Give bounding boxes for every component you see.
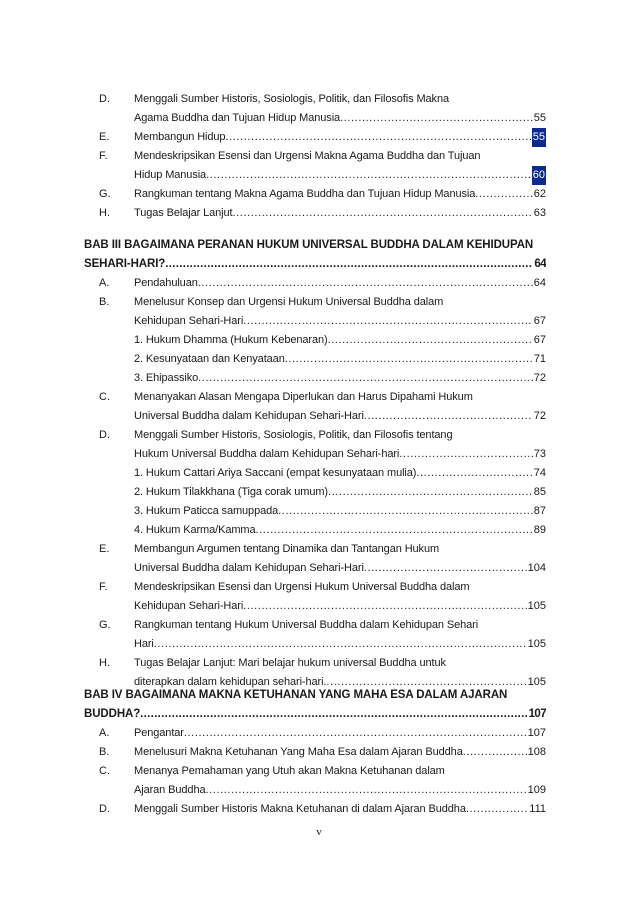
entry-title: Menggali Sumber Historis Makna Ketuhanan di dalam Ajaran Buddha	[134, 803, 466, 815]
page-number: 67	[533, 315, 546, 327]
chapter-title: BAB IV BAGAIMANA MAKNA KETUHANAN YANG MAHA ESA DALAM AJARAN	[84, 689, 508, 701]
entry-title: Tugas Belajar Lanjut: Mari belajar hukum universal Buddha untuk	[134, 657, 446, 669]
chapter-title-cont: SEHARI-HARI?	[84, 258, 166, 270]
page-number-footer: v	[316, 826, 322, 838]
leader-dots	[416, 464, 532, 483]
toc-subentry[interactable]	[0, 464, 638, 483]
entry-title: Membangun Argumen tentang Dinamika dan Tantangan Hukum	[134, 543, 440, 555]
leader-dots	[340, 109, 533, 128]
entry-letter: C.	[99, 765, 110, 777]
page-number: 73	[533, 448, 546, 460]
entry-letter: E.	[99, 131, 110, 143]
leader-dots	[140, 705, 527, 724]
toc-entry-d[interactable]	[0, 426, 638, 445]
entry-title: Menelusur Konsep dan Urgensi Hukum Universal Buddha dalam	[134, 296, 444, 308]
chapter-3-heading-cont[interactable]	[0, 255, 638, 274]
leader-dots	[328, 483, 533, 502]
leader-dots	[328, 331, 533, 350]
leader-dots	[198, 274, 533, 293]
toc-entry-b[interactable]	[0, 743, 638, 762]
toc-entry-d-cont[interactable]	[0, 445, 638, 464]
leader-dots	[364, 559, 527, 578]
page-number: 74	[533, 467, 546, 479]
page-number: 67	[533, 334, 546, 346]
toc-entry-g-cont[interactable]	[0, 635, 638, 654]
subentry-title: 2. Kesunyataan dan Kenyataan	[134, 353, 285, 365]
entry-letter: H.	[99, 657, 110, 669]
page-number-highlighted: 60	[532, 166, 546, 185]
entry-title: Menanyakan Alasan Mengapa Diperlukan dan Harus Dipahami Hukum	[134, 391, 473, 403]
toc-entry-f[interactable]	[0, 578, 638, 597]
entry-letter: B.	[99, 296, 110, 308]
entry-letter: H.	[99, 207, 110, 219]
leader-dots	[255, 521, 532, 540]
toc-entry-f-cont[interactable]	[0, 597, 638, 616]
toc-entry-b[interactable]	[0, 293, 638, 312]
entry-title-cont: Hari	[134, 638, 154, 650]
leader-dots	[225, 128, 531, 147]
subentry-title: 3. Hukum Paticca samuppada	[134, 505, 279, 517]
page-number: 108	[527, 746, 546, 758]
entry-title-cont: diterapkan dalam kehidupan sehari-hari.	[134, 676, 327, 688]
toc-entry-h[interactable]	[0, 654, 638, 673]
leader-dots	[285, 350, 533, 369]
entry-title-cont: Kehidupan Sehari-Hari	[134, 600, 244, 612]
page-number-highlighted: 55	[532, 128, 546, 147]
page-number: 105	[527, 600, 546, 612]
leader-dots	[243, 312, 533, 331]
entry-letter: D.	[99, 429, 110, 441]
entry-title: Rangkuman tentang Hukum Universal Buddha dalam Kehidupan Sehari	[134, 619, 479, 631]
entry-title: Pendahuluan	[134, 277, 198, 289]
chapter-3-heading[interactable]	[0, 236, 638, 255]
subentry-title: 1. Hukum Cattari Ariya Saccani (empat kesunyataan mulia)	[134, 467, 417, 479]
toc-entry-e[interactable]	[0, 128, 638, 147]
toc-entry-c[interactable]	[0, 762, 638, 781]
entry-letter: F.	[99, 150, 108, 162]
leader-dots	[184, 724, 527, 743]
entry-letter: F.	[99, 581, 108, 593]
page-number: 63	[533, 207, 546, 219]
toc-subentry[interactable]	[0, 483, 638, 502]
entry-title: Tugas Belajar Lanjut	[134, 207, 233, 219]
entry-title: Mendeskripsikan Esensi dan Urgensi Hukum Universal Buddha dalam	[134, 581, 470, 593]
toc-subentry[interactable]	[0, 502, 638, 521]
page-number: 85	[533, 486, 546, 498]
entry-title-cont: Hukum Universal Buddha dalam Kehidupan Sehari-hari	[134, 448, 400, 460]
leader-dots	[198, 369, 533, 388]
page-number: 104	[527, 562, 546, 574]
entry-letter: C.	[99, 391, 110, 403]
entry-title-cont: Hidup Manusia	[134, 169, 207, 181]
leader-dots	[165, 255, 533, 274]
page-number: 107	[528, 708, 546, 720]
page-number: 89	[533, 524, 546, 536]
toc-entry-f-cont[interactable]	[0, 166, 638, 185]
entry-title: Menggali Sumber Historis, Sosiologis, Politik, dan Filosofis Makna	[134, 93, 449, 105]
toc-entry-e[interactable]	[0, 540, 638, 559]
entry-title: Menelusuri Makna Ketuhanan Yang Maha Esa dalam Ajaran Buddha	[134, 746, 463, 758]
toc-entry-g[interactable]	[0, 185, 638, 204]
entry-letter: A.	[99, 727, 110, 739]
toc-entry-e-cont[interactable]	[0, 559, 638, 578]
leader-dots	[466, 800, 528, 819]
leader-dots	[243, 597, 526, 616]
subentry-title: 4. Hukum Karma/Kamma	[134, 524, 256, 536]
chapter-4-heading-cont[interactable]	[0, 705, 638, 724]
page-number: 111	[529, 803, 546, 815]
toc-entry-c[interactable]	[0, 388, 638, 407]
entry-letter: E.	[99, 543, 110, 555]
chapter-title-cont: BUDDHA?	[84, 708, 141, 720]
page-number: 109	[527, 784, 546, 796]
toc-subentry[interactable]	[0, 350, 638, 369]
subentry-title: 3. Ehipassiko	[134, 372, 199, 384]
entry-letter: B.	[99, 746, 110, 758]
page-number: 105	[527, 676, 546, 688]
page-number: 71	[533, 353, 546, 365]
entry-title-cont: Universal Buddha dalam Kehidupan Sehari-Hari	[134, 410, 364, 422]
entry-title: Menggali Sumber Historis, Sosiologis, Politik, dan Filosofis tentang	[134, 429, 453, 441]
entry-title-cont: Agama Buddha dan Tujuan Hidup Manusia	[134, 112, 341, 124]
entry-title: Menanya Pemahaman yang Utuh akan Makna Ketuhanan dalam	[134, 765, 445, 777]
entry-title: Rangkuman tentang Makna Agama Buddha dan Tujuan Hidup Manusia	[134, 188, 476, 200]
toc-entry-c-cont[interactable]	[0, 407, 638, 426]
toc-subentry[interactable]	[0, 521, 638, 540]
subentry-title: 2. Hukum Tilakkhana (Tiga corak umum)	[134, 486, 328, 498]
toc-subentry[interactable]	[0, 331, 638, 350]
entry-letter: A.	[99, 277, 110, 289]
entry-letter: D.	[99, 803, 110, 815]
toc-entry-c-cont[interactable]	[0, 781, 638, 800]
leader-dots	[206, 166, 532, 185]
chapter-title: BAB III BAGAIMANA PERANAN HUKUM UNIVERSAL BUDDHA DALAM KEHIDUPAN	[84, 239, 534, 251]
toc-entry-a[interactable]	[0, 274, 638, 293]
leader-dots	[205, 781, 526, 800]
toc-entry-a[interactable]	[0, 724, 638, 743]
page-number: 105	[527, 638, 546, 650]
entry-title-cont: Ajaran Buddha	[134, 784, 206, 796]
page-number: 55	[533, 112, 546, 124]
entry-title: Membangun Hidup	[134, 131, 226, 143]
entry-letter: G.	[99, 188, 111, 200]
entry-title-cont: Kehidupan Sehari-Hari	[134, 315, 244, 327]
entry-letter: G.	[99, 619, 111, 631]
page-number: 72	[533, 410, 546, 422]
entry-title-cont: Universal Buddha dalam Kehidupan Sehari-Hari	[134, 562, 364, 574]
entry-title: Mendeskripsikan Esensi dan Urgensi Makna Agama Buddha dan Tujuan	[134, 150, 481, 162]
subentry-title: 1. Hukum Dhamma (Hukum Kebenaran)	[134, 334, 328, 346]
toc-entry-d[interactable]	[0, 800, 638, 819]
chapter-4-heading[interactable]	[0, 686, 638, 705]
toc-entry-f[interactable]	[0, 147, 638, 166]
page-number: 72	[533, 372, 546, 384]
leader-dots	[154, 635, 527, 654]
page-number: 64	[534, 258, 546, 270]
toc-entry-d[interactable]	[0, 90, 638, 109]
leader-dots	[475, 185, 533, 204]
leader-dots	[278, 502, 533, 521]
leader-dots	[463, 743, 527, 762]
toc-entry-h[interactable]	[0, 204, 638, 223]
page-number: 107	[527, 727, 546, 739]
toc-entry-b-cont[interactable]	[0, 312, 638, 331]
page-number: 87	[533, 505, 546, 517]
page-number: 62	[533, 188, 546, 200]
toc-subentry[interactable]	[0, 369, 638, 388]
entry-title: Pengantar	[134, 727, 184, 739]
leader-dots	[399, 445, 532, 464]
leader-dots	[364, 407, 533, 426]
toc-entry-d-cont[interactable]	[0, 109, 638, 128]
leader-dots	[233, 204, 533, 223]
page-number: 64	[533, 277, 546, 289]
toc-entry-g[interactable]	[0, 616, 638, 635]
entry-letter: D.	[99, 93, 110, 105]
